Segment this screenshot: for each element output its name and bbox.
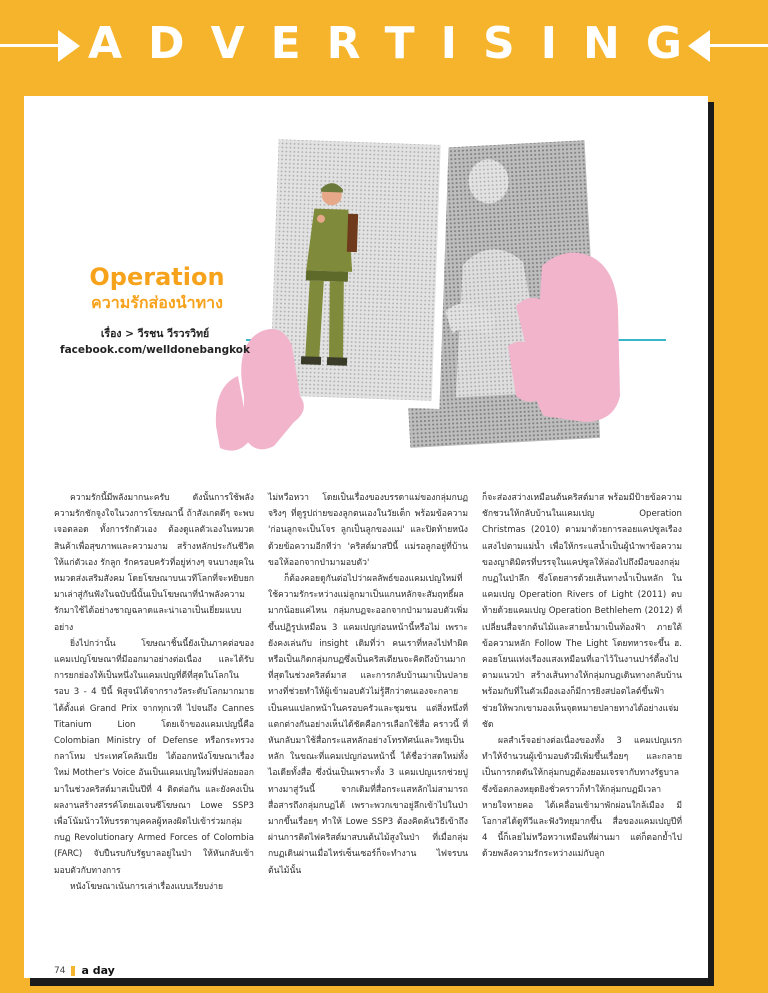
section-header (0, 0, 768, 96)
article-title: Operation (89, 263, 225, 291)
column-1 (54, 490, 254, 895)
paragraph: ผลสำเร็จอย่างต่อเนื่องของทั้ง 3 แคมเปญแรก ทำให้จำนวนผู้เข้ามอบตัวมีเพิ่มขึ้นเรื่อยๆ และกลายเป็นการกดดันให้กลุ่มกบฏต้องยอมเจรจากับทางรัฐบาล ซึ่งข้อตกลงหยุดยิงชั่วคราวก็ทำให้กลุ่มกบฏมีเวลาหายใจหายคอ ได้เคลื่อนเข้ามาพักผ่อนใกล้เมือง มีโอกาสได้ดูทีวีและฟังวิทยุมากขึ้น สื่อของแคมเปญปีที่ 4 นี้ก็เลยไม่หวือหวาเหมือนที่ผ่านมา แต่ก็ตอกย้ำไปด้วยพลังความรักระหว่างแม่กับลูก (482, 736, 682, 860)
page-number: 74 (54, 965, 66, 976)
footer-marker (71, 966, 75, 976)
header-arrow-left (58, 30, 80, 62)
article-subtitle: ความรักส่องนำทาง (91, 293, 223, 312)
article-title-block (64, 262, 250, 314)
paragraph: ไม่หวือหวา โดยเป็นเรื่องของบรรดาแม่ของกลุ่มกบฏจริงๆ ที่ดูรูปถ่ายของลูกตนเองในวัยเด็ก พร้อมข้อความ 'ก่อนลูกจะเป็นโจร ลูกเป็นลูกของแม่' และปิดท้ายหนังด้วยข้อความอีกทีว่า 'คริสต์มาสปีนี้ แม่รอลูกอยู่ที่บ้าน ขอให้ออกจากป่ามามอบตัว' (268, 493, 468, 568)
byline-block (56, 326, 254, 358)
column-2 (268, 490, 468, 879)
paragraph: ความรักนี้มีพลังมากนะครับ ดังนั้นการใช้พลังความรักชักจูงใจในวงการโฆษณานี้ ถ้าสังเกตดีๆ จะพบเจอตลอด ทั้งการรักตัวเอง ต้องดูแลตัวเองในหมวดสินค้าเพื่อสุขภาพและความงาม สร้างหลักประกันชีวิตให้แก่ตัวเอง รักลูก รักครอบครัวที่อยู่ห่างๆ จนบางยุคในหมวดส่งเสริมสังคม โดยโฆษณาบนเวทีโลกที่จะหยิบยกมาเล่าสู่กันฟังในฉบับนี้นั้นเป็นโฆษณาที่นำพลังความรักมาใช้ได้อย่างชาญฉลาดและน่าเอาเป็นเยี่ยมแบบอย่าง (54, 493, 254, 633)
soldier-leg-right (327, 281, 346, 362)
section-title: ADVERTISING (88, 18, 708, 69)
paragraph: ยิ่งไปกว่านั้น โฆษณาชิ้นนี้ยังเป็นภาคต่อของแคมเปญโฆษณาที่มีออกมาอย่างต่อเนื่อง และได้รับการยกย่องให้เป็นหนึ่งในแคมเปญที่ดีที่สุดในโลกในรอบ 3 - 4 ปีนี้ พิสูจน์ได้จากรางวัลระดับโลกมากมายได้ตั้งแต่ Grand Prix จากทุกเวที ไปจนถึง Cannes Titanium Lion โดยเจ้าของแคมเปญนี้คือ Colombian Ministry of Defense หรือกระทรวงกลาโหม ประเทศโคลัมเบีย ได้ออกหนังโฆษณาเรื่องใหม่ Mother's Voice อันเป็นแคมเปญใหม่ที่ปล่อยออกมาในช่วงคริสต์มาสเป็นปีที่ 4 ติดต่อกัน และยังคงเป็นผลงานสร้างสรรค์โดยเอเจนซีโฆษณา Lowe SSP3 เพื่อโน้มน้าวให้บรรดาบุคคลผู้หลงผิดไปเข้าร่วมกลุ่มกบฏ Revolutionary Armed Forces of Colombia (FARC) จับปืนรบกับรัฐบาลอยู่ในป่า ให้หันกลับเข้ามอบตัวกับทางการ (54, 638, 254, 876)
magazine-name: a day (81, 964, 115, 977)
header-rule-left (0, 44, 60, 47)
author-credit: เรื่อง > วีรชน วีรวรวิทย์ (100, 328, 210, 340)
paragraph: ก็ต้องคอยดูกันต่อไปว่าผลลัพธ์ของแคมเปญใหม่ที่ใช้ความรักระหว่างแม่ลูกมาเป็นแกนหลักจะสัมฤทธิ์ผลมากน้อยแค่ไหน กลุ่มกบฏจะออกจากป่ามามอบตัวเพิ่มขึ้นปฏิรูปเหมือน 3 แคมเปญก่อนหน้านี้หรือไม่ เพราะยังคงเล่นกับ insight เดิมที่ว่า คนเราที่หลงไปทำผิดหรือเป็นเกิดกลุ่มกบฏซึ่งเป็นคริสเตียนจะคิดถึงบ้านมากที่สุดในช่วงคริสต์มาส และการกลับบ้านมาเป็นปลายทางที่ช่วยทำให้ผู้เข้ามอบตัวไม่รู้สึกว่าตนเองจะกลายเป็นคนแปลกหน้าในครอบครัวและชุมชน แต่สิ่งหนึ่งที่แตกต่างกันอย่างเห็นได้ชัดคือการเลือกใช้สื่อ คราวนี้ ที่หันกลับมาใช้สื่อกระแสหลักอย่างโทรทัศน์และวิทยุเป็นหลัก ในขณะที่แคมเปญก่อนหน้านี้ ได้ชื่อว่าสดใหม่ทั้งไอเดียทั้งสื่อ ซึ่งนั่นเป็นเพราะทั้ง 3 แคมเปญแรกช่วยปูทางมาสู่วันนี้ จากเดิมที่สื่อกระแสหลักไม่สามารถสื่อสารถึงกลุ่มกบฏได้ เพราะพวกเขาอยู่ลึกเข้าไปในป่ามากขึ้นเรื่อยๆ ทำให้ Lowe SSP3 ต้องคิดค้นวิธีเข้าถึงผ่านการติดไฟคริสต์มาสบนต้นไม้สูงในป่า ที่เมื่อกลุ่มกบฏเดินผ่านเมื่อไหร่เซ็นเซอร์ก็จะทำงาน ไฟจรบนต้นไม้นั้น (268, 574, 468, 876)
soldier-torso (306, 208, 354, 272)
header-arrow-right (688, 30, 710, 62)
article-page (24, 96, 708, 978)
header-rule-right (708, 44, 768, 47)
paragraph: ก็จะส่องสว่างเหมือนต้นคริสต์มาส พร้อมมีป้ายข้อความชักชวนให้กลับบ้านในแคมเปญ Operation Christmas (2010) ตามมาด้วยการลอยแคปซูลเรืองแสงไปตามแม่น้ำ เพื่อให้กระแสน้ำเป็นผู้นำพาข้อความของญาติมิตรที่บรรจุในแคปซูลให้ล่องไปถึงมือของกลุ่มกบฏในป่าลึก ซึ่งโดยสารด้วยเส้นทางน้ำเป็นหลัก ในแคมเปญ Operation Rivers of Light (2011) ตบท้ายด้วยแคมเปญ Operation Bethlehem (2012) ที่เปลี่ยนสื่อจากต้นไม้และสายน้ำมาเป็นท้องฟ้า ภายใต้ข้อความหลัก Follow The Light โดยทหารจะขึ้น ฮ. คอยโยนแท่งเรืองแสงเหมือนที่เอาไว้ในงานปาร์ตี้ลงไปตามแนวป่า สร้างเส้นทางให้กลุ่มกบฏเดินทางกลับบ้าน พร้อมกับที่ในตัวเมืองเองก็มีการยิงสปอตไลต์ขึ้นฟ้า ช่วยให้พวกเขามองเห็นจุดหมายปลายทางได้อย่างแจ่มชัด (482, 493, 682, 730)
rifle (347, 214, 358, 252)
paragraph: หนังโฆษณาเน้นการเล่าเรื่องแบบเรียบง่าย (70, 881, 224, 892)
facebook-link[interactable]: facebook.com/welldonebangkok (60, 344, 250, 356)
column-3 (482, 490, 682, 863)
page-footer (54, 964, 115, 977)
